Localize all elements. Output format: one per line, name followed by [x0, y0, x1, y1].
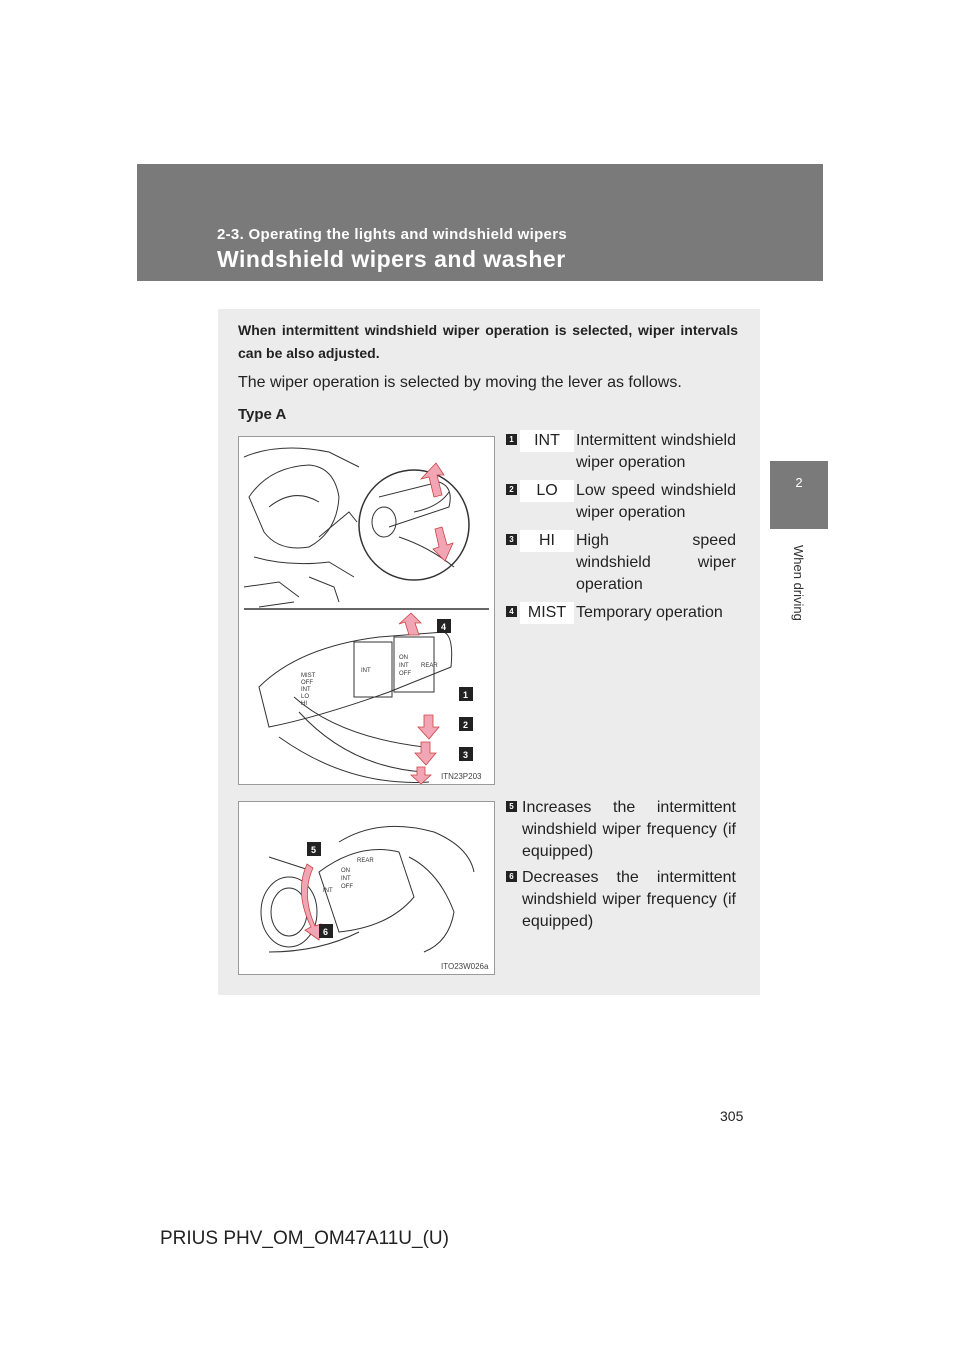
callout-6: 6 [323, 927, 329, 937]
chapter-header [137, 164, 823, 281]
callout-2: 2 [463, 720, 469, 730]
lever-label-lo: LO [301, 694, 310, 700]
wiper-mode-list [506, 430, 736, 630]
figure-code-2: ITO23W026a [441, 962, 489, 971]
section-heading: 2-3. Operating the lights and windshield wipers [217, 226, 567, 243]
rear-label: REAR [421, 663, 438, 669]
item-text: Temporary operation [576, 604, 723, 621]
wiper-lever-illustration [238, 436, 495, 785]
mode-key: HI [520, 530, 574, 552]
mode-key: LO [520, 480, 574, 502]
page-title: Windshield wipers and washer [217, 246, 566, 272]
figure-code: ITN23P203 [441, 772, 482, 781]
wiper-frequency-illustration [238, 801, 495, 975]
callout-3: 3 [463, 750, 469, 760]
list-item [506, 602, 736, 624]
callout-1: 1 [463, 690, 469, 700]
lever-label-hi: HI [301, 701, 307, 707]
rear-label-off: OFF [399, 671, 411, 677]
fig2-rear-label: REAR [357, 858, 374, 864]
fig2-rear-label-off: OFF [341, 884, 353, 890]
lever-label-mist: MIST [301, 673, 316, 679]
fig2-knob-label-int: INT [323, 888, 333, 894]
item-number-mark: 3 [506, 534, 517, 545]
wiper-frequency-drawing [239, 802, 494, 974]
item-number-mark: 4 [506, 606, 517, 617]
lever-label-int: INT [301, 687, 311, 693]
list-item [506, 530, 736, 596]
intro-text: When intermittent windshield wiper operation is selected, wiper intervals can be also adjusted. [238, 322, 738, 361]
item-text: Increases the intermittent windshield wiper frequency (if equipped) [522, 799, 736, 860]
knob-label-int: INT [361, 668, 371, 674]
page-number: 305 [720, 1108, 744, 1124]
item-text: Intermittent windshield wiper operation [576, 432, 736, 471]
rear-label-on: ON [399, 655, 408, 661]
item-number-mark: 5 [506, 801, 517, 812]
wiper-frequency-list [506, 797, 736, 937]
fig2-rear-label-int: INT [341, 876, 351, 882]
chapter-number: 2 [795, 475, 803, 490]
item-number-mark: 6 [506, 871, 517, 882]
chapter-tab [770, 461, 828, 529]
list-item [506, 867, 736, 933]
content-panel [218, 309, 760, 995]
fig2-rear-label-on: ON [341, 868, 350, 874]
callout-4: 4 [441, 622, 447, 632]
item-text: Decreases the intermittent windshield wiper frequency (if equipped) [522, 869, 736, 930]
document-footer: PRIUS PHV_OM_OM47A11U_(U) [160, 1228, 449, 1249]
list-item [506, 797, 736, 863]
list-item [506, 430, 736, 474]
mode-key: MIST [520, 602, 574, 624]
chapter-label: When driving [791, 545, 806, 621]
rear-label-int: INT [399, 663, 409, 669]
callout-5: 5 [311, 845, 317, 855]
wiper-lever-drawing [239, 437, 494, 784]
item-number-mark: 2 [506, 484, 517, 495]
list-item [506, 480, 736, 524]
mode-key: INT [520, 430, 574, 452]
item-text: High speed windshield wiper operation [576, 532, 736, 593]
lever-label-off: OFF [301, 680, 313, 686]
type-label: Type A [238, 406, 287, 423]
lead-text: The wiper operation is selected by moving the lever as follows. [238, 374, 682, 391]
item-text: Low speed windshield wiper operation [576, 482, 736, 521]
item-number-mark: 1 [506, 434, 517, 445]
